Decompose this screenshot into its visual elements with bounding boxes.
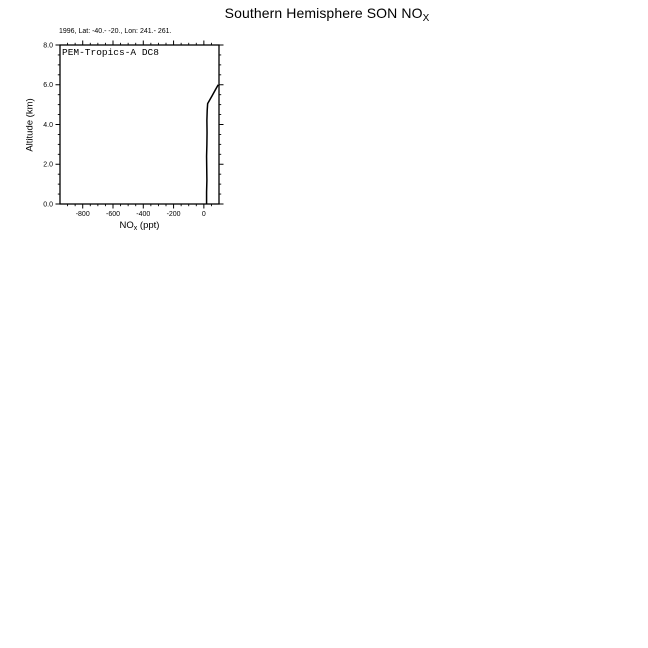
plot-frame bbox=[60, 45, 219, 204]
x-axis-title bbox=[60, 220, 219, 232]
x-tick-label: -200 bbox=[166, 211, 181, 218]
x-tick-label: -600 bbox=[105, 211, 121, 218]
x-axis-title-units: (ppt) bbox=[137, 220, 160, 231]
x-axis-title-subscript: x bbox=[133, 225, 138, 232]
y-tick-label: 0.0 bbox=[43, 201, 53, 209]
x-tick-label: 0 bbox=[201, 211, 206, 218]
series-label: PEM-Tropics-A DC8 bbox=[62, 47, 159, 58]
y-tick-label: 2.0 bbox=[43, 161, 53, 169]
y-tick-label: 8.0 bbox=[43, 42, 53, 50]
plot-annotation: 1996, Lat: -40.- -20., Lon: 241.- 261. bbox=[59, 28, 172, 35]
y-axis-title: Altitude (km) bbox=[24, 98, 36, 152]
x-tick-label: -400 bbox=[136, 211, 151, 218]
page-title-subscript: X bbox=[422, 13, 430, 24]
y-tick-label: 4.0 bbox=[43, 121, 53, 129]
page-title-text: Southern Hemisphere SON NO bbox=[224, 5, 423, 21]
x-axis-title-main: NO bbox=[119, 220, 134, 231]
y-tick-label: 6.0 bbox=[43, 82, 53, 90]
x-tick-label: -800 bbox=[75, 211, 90, 218]
profile-line bbox=[207, 85, 219, 204]
